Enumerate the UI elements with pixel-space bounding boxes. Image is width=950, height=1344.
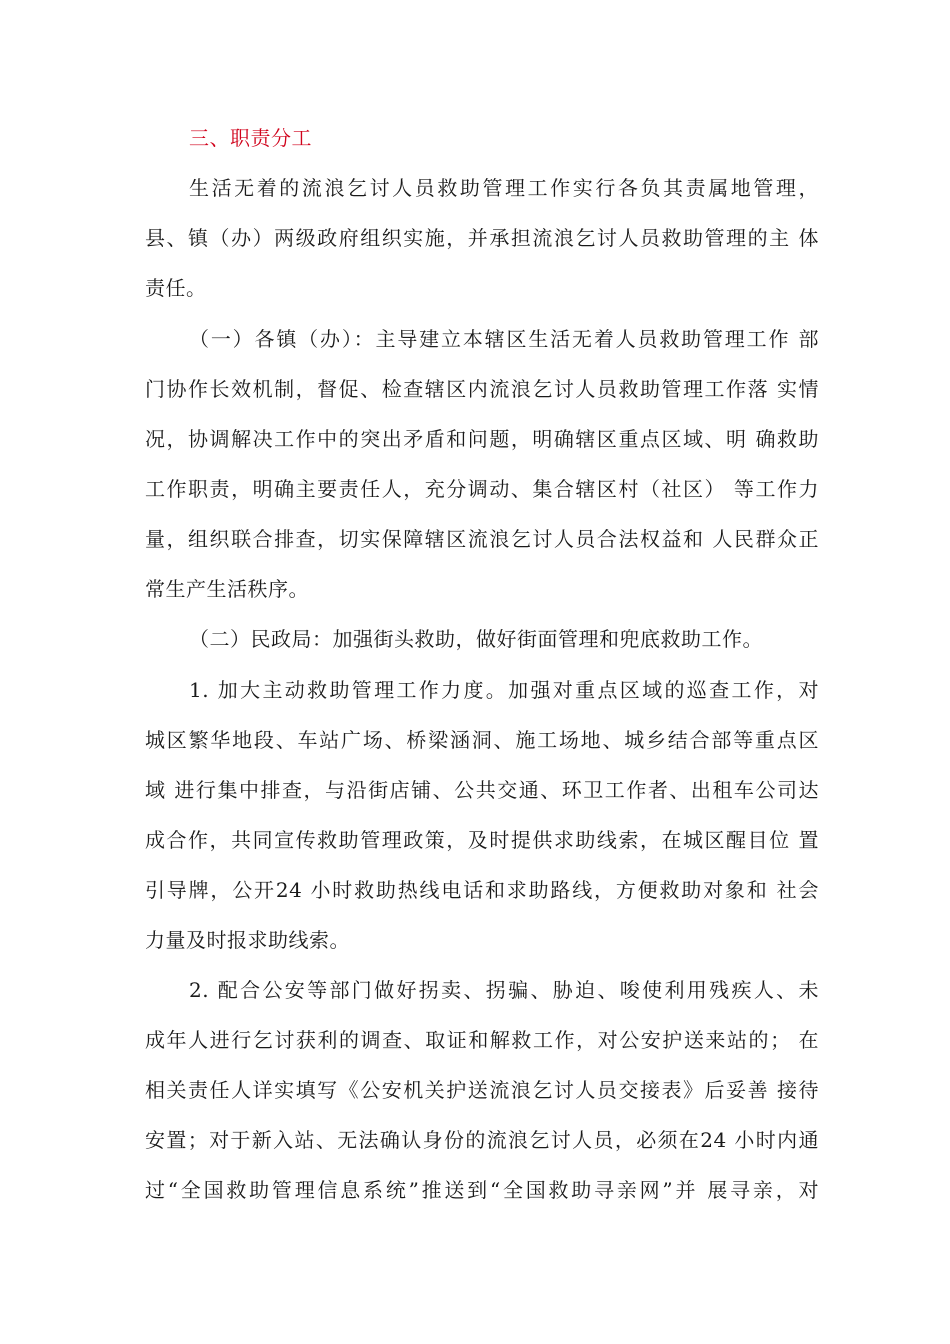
paragraph-line: 况，协调解决工作中的突出矛盾和问题，明确辖区重点区域、明 确救助 [145, 427, 819, 451]
paragraph-line: 2. 配合公安等部门做好拐卖、拐骗、胁迫、唆使利用残疾人、未 [189, 978, 819, 1002]
paragraph-line: 域 进行集中排查，与沿街店铺、公共交通、环卫工作者、出租车公司达 [145, 778, 819, 802]
section-heading: 三、职责分工 [189, 126, 312, 150]
paragraph-line: 门协作长效机制，督促、检查辖区内流浪乞讨人员救助管理工作落 实情 [145, 377, 819, 401]
paragraph-line: 安置；对于新入站、无法确认身份的流浪乞讨人员，必须在24 小时内通 [145, 1128, 819, 1152]
paragraph-line: （一）各镇（办）：主导建立本辖区生活无着人员救助管理工作 部 [189, 327, 819, 351]
paragraph-line: 生活无着的流浪乞讨人员救助管理工作实行各负其责属地管理， [189, 176, 819, 200]
paragraph-line: 成年人进行乞讨获利的调查、取证和解救工作，对公安护送来站的； 在 [145, 1028, 819, 1052]
paragraph-line: 力量及时报求助线索。 [145, 928, 350, 952]
paragraph-line: 1. 加大主动救助管理工作力度。加强对重点区域的巡查工作，对 [189, 678, 819, 702]
paragraph-line: 过“全国救助管理信息系统”推送到“全国救助寻亲网”并 展寻亲，对 [145, 1178, 819, 1202]
paragraph-line: 引导牌，公开24 小时救助热线电话和求助路线，方便救助对象和 社会 [145, 878, 819, 902]
paragraph-line: 相关责任人详实填写《公安机关护送流浪乞讨人员交接表》后妥善 接待 [145, 1078, 819, 1102]
paragraph-line: 成合作，共同宣传救助管理政策，及时提供求助线索，在城区醒目位 置 [145, 828, 819, 852]
paragraph-line: 县、镇（办）两级政府组织实施，并承担流浪乞讨人员救助管理的主 体 [145, 226, 819, 250]
paragraph-line: 常生产生活秩序。 [145, 577, 309, 601]
paragraph-line: 量，组织联合排查，切实保障辖区流浪乞讨人员合法权益和 人民群众正 [145, 527, 819, 551]
paragraph-line: 城区繁华地段、车站广场、桥梁涵洞、施工场地、城乡结合部等重点区 [145, 728, 819, 752]
paragraph-line: 工作职责，明确主要责任人，充分调动、集合辖区村（社区） 等工作力 [145, 477, 819, 501]
paragraph-line: 责任。 [145, 276, 207, 300]
paragraph-line: （二）民政局：加强街头救助，做好街面管理和兜底救助工作。 [189, 627, 763, 651]
